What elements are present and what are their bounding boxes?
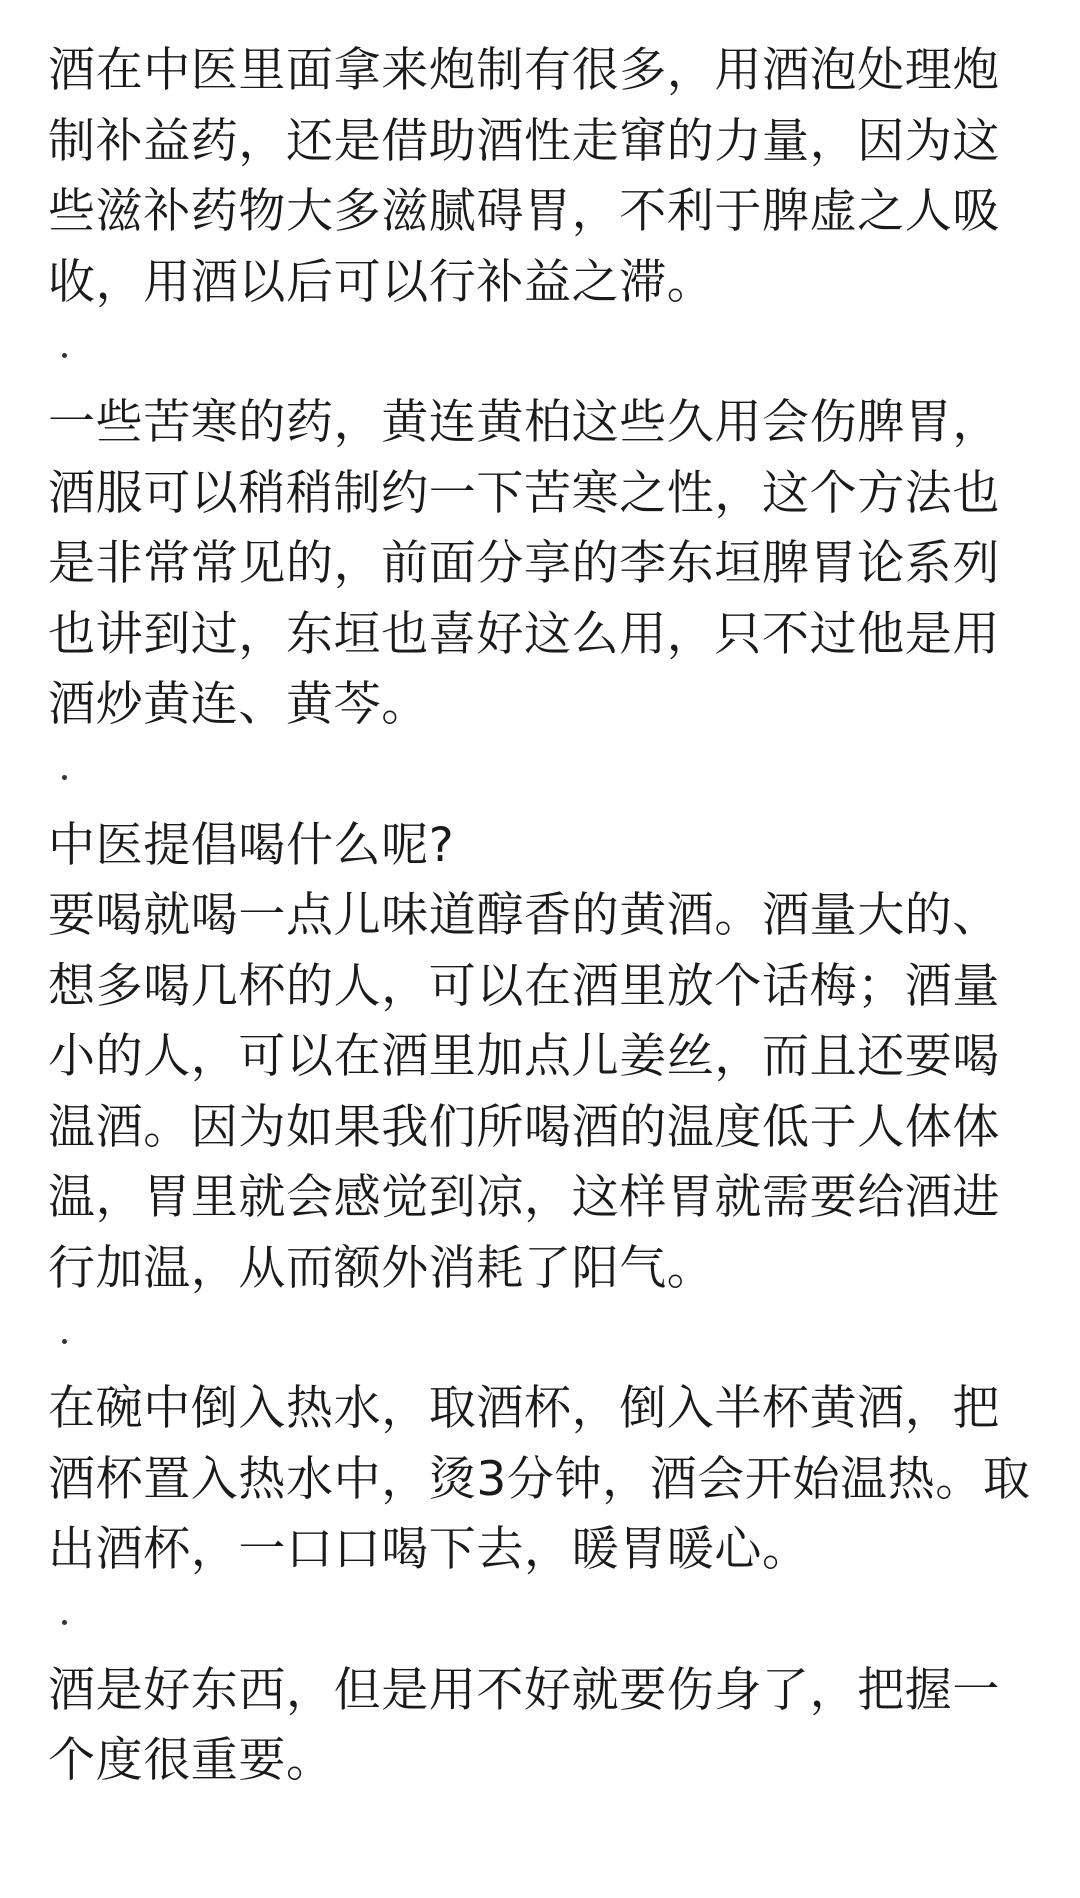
- dot-separator: [48, 741, 1032, 811]
- dot-separator-mark: [62, 353, 67, 358]
- dot-separator: [48, 318, 1032, 388]
- dot-separator-mark: [62, 1339, 67, 1344]
- paragraph-1: 酒在中医里面拿来炮制有很多，用酒泡处理炮制补益药，还是借助酒性走窜的力量，因为这些滋补药物大多滋腻碍胃，不利于脾虚之人吸收，用酒以后可以行补益之滞。: [48, 43, 1000, 310]
- paragraph-4: 要喝就喝一点儿味道醇香的黄酒。酒量大的、想多喝几杯的人，可以在酒里放个话梅；酒量小的人，可以在酒里加点儿姜丝，而且还要喝温酒。因为如果我们所喝酒的温度低于人体体温，胃里就会感觉到凉，这样胃就需要给酒进行加温，从而额外消耗了阳气。: [48, 888, 1000, 1296]
- paragraph-6: 酒是好东西，但是用不好就要伤身了，把握一个度很重要。: [48, 1662, 1000, 1788]
- dot-separator-mark: [62, 1620, 67, 1625]
- paragraph-2: 一些苦寒的药，黄连黄柏这些久用会伤脾胃，酒服可以稍稍制约一下苦寒之性，这个方法也是非常常见的，前面分享的李东垣脾胃论系列也讲到过，东垣也喜好这么用，只不过他是用酒炒黄连、黄芩。: [48, 395, 1000, 732]
- dot-separator: [48, 1586, 1032, 1656]
- paragraph-3-question: 中医提倡喝什么呢?: [48, 817, 455, 873]
- dot-separator-mark: [62, 775, 67, 780]
- dot-separator: [48, 1304, 1032, 1374]
- paragraph-5: 在碗中倒入热水，取酒杯，倒入半杯黄酒，把酒杯置入热水中，烫3分钟，酒会开始温热。取出酒杯，一口口喝下去，暖胃暖心。: [48, 1381, 1031, 1577]
